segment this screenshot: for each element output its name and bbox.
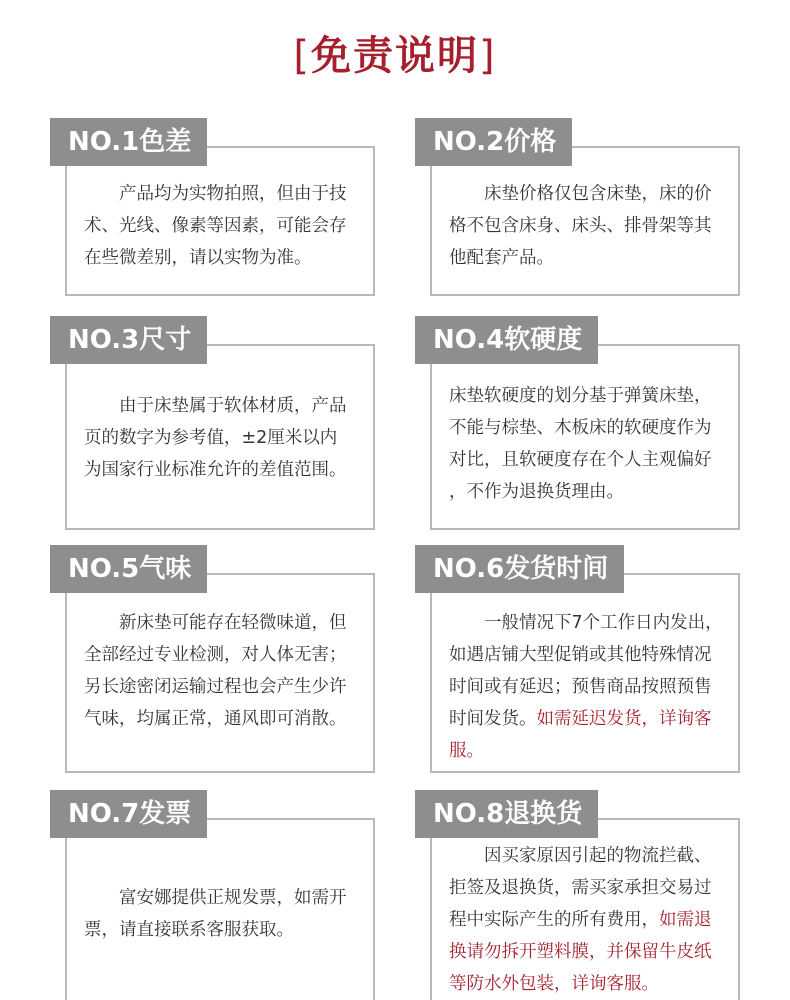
card-tag: NO.6发货时间: [415, 545, 624, 593]
card-line: 新床垫可能存在轻微味道，但: [84, 613, 347, 633]
card-line: 另长途密闭运输过程也会产生少许: [84, 677, 347, 697]
card-body: [449, 178, 732, 274]
contact-service-note: 换请勿拆开塑料膜，并保留牛皮纸: [449, 942, 712, 962]
card-line: 产品均为实物拍照，但由于技: [84, 184, 347, 204]
card-line: 因买家原因引起的物流拦截、: [449, 846, 712, 866]
card-line: [449, 703, 732, 735]
contact-service-note: 如需延迟发货，详询客: [536, 709, 712, 729]
card-box: [430, 818, 740, 1000]
card-box: [65, 146, 375, 296]
card-line: 一般情况下7个工作日内发出，: [449, 613, 723, 633]
card-line: 如遇店铺大型促销或其他特殊情况: [449, 645, 712, 665]
card-body: [449, 840, 732, 1000]
card-line: 不能与棕垫、木板床的软硬度作为: [449, 418, 712, 438]
card-line: 页的数字为参考值，±2厘米以内: [84, 428, 338, 448]
card-body: [84, 178, 367, 274]
card-box: [430, 573, 740, 773]
card-tag: NO.3尺寸: [50, 316, 207, 364]
card-box: [430, 344, 740, 530]
contact-service-note: 服。: [449, 741, 484, 761]
card-body: [449, 607, 732, 767]
card-line: 为国家行业标准允许的差值范围。: [84, 460, 347, 480]
card-tag: NO.7发票: [50, 790, 207, 838]
card-box: [65, 344, 375, 530]
card-line: 时间或有延迟；预售商品按照预售: [449, 677, 712, 697]
card-box: [65, 818, 375, 1000]
card-line: 富安娜提供正规发票，如需开: [84, 888, 347, 908]
card-box: [430, 146, 740, 296]
title-bracket-left: [: [293, 33, 311, 79]
card-line-text: 程中实际产生的所有费用，: [449, 910, 659, 930]
card-box: [65, 573, 375, 773]
card-body: [84, 882, 367, 946]
card-line: [449, 904, 732, 936]
card-line: 气味，均属正常，通风即可消散。: [84, 709, 347, 729]
page-title: [0, 28, 790, 84]
title-text: 免责说明: [311, 33, 479, 79]
card-line: ，不作为退换货理由。: [449, 482, 624, 502]
contact-service-note: 等防水外包装，详询客服。: [449, 974, 659, 994]
card-line: 由于床垫属于软体材质，产品: [84, 396, 347, 416]
card-body: [449, 380, 732, 508]
card-tag: NO.2价格: [415, 118, 572, 166]
card-line-text: 时间发货。: [449, 709, 537, 729]
title-bracket-right: ]: [479, 33, 497, 79]
card-body: [84, 390, 367, 486]
card-line: 在些微差别，请以实物为准。: [84, 248, 312, 268]
card-line: 票，请直接联系客服获取。: [84, 920, 294, 940]
card-tag: NO.4软硬度: [415, 316, 598, 364]
card-tag: NO.5气味: [50, 545, 207, 593]
card-line: 床垫软硬度的划分基于弹簧床垫，: [449, 386, 712, 406]
card-tag: NO.8退换货: [415, 790, 598, 838]
card-line: 他配套产品。: [449, 248, 554, 268]
card-line: 格不包含床身、床头、排骨架等其: [449, 216, 712, 236]
contact-service-note: 如需退: [659, 910, 712, 930]
card-tag: NO.1色差: [50, 118, 207, 166]
card-line: 对比，且软硬度存在个人主观偏好: [449, 450, 712, 470]
card-line: 床垫价格仅包含床垫，床的价: [449, 184, 712, 204]
card-body: [84, 607, 367, 735]
card-line: 拒签及退换货，需买家承担交易过: [449, 878, 712, 898]
card-line: 术、光线、像素等因素，可能会存: [84, 216, 347, 236]
card-line: 全部经过专业检测，对人体无害；: [84, 645, 347, 665]
